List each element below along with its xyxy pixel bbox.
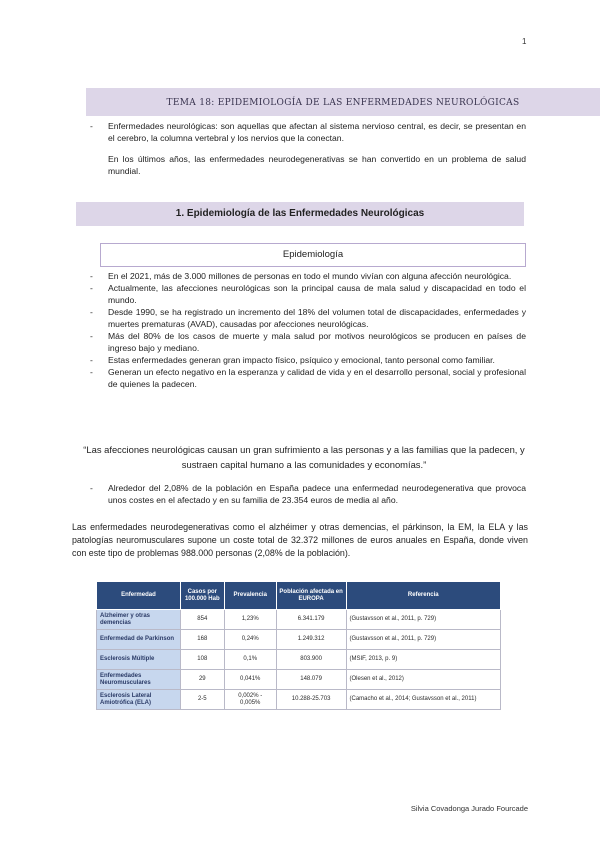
spain-bullet-block — [90, 482, 526, 506]
dash-marker: - — [90, 483, 93, 493]
dash-marker: - — [90, 283, 93, 293]
subsection-heading: Epidemiología — [100, 243, 526, 267]
dash-marker: - — [90, 307, 93, 317]
footer-author: Silvia Covadonga Jurado Fourcade — [410, 804, 528, 813]
table-cell: (Gustavsson et al., 2011, p. 729) — [346, 630, 501, 650]
table-cell: 6.341.179 — [276, 610, 346, 630]
table-cell: 168 — [180, 630, 224, 650]
table-cell: (MSIF, 2013, p. 9) — [346, 650, 501, 670]
epidemiology-bullets — [90, 270, 526, 390]
list-item-text: Estas enfermedades generan gran impacto físico, psíquico y emocional, tanto personal como familiar. — [108, 355, 495, 365]
table-header-cell: Población afectada en EUROPA — [276, 582, 346, 610]
table-cell: 803.900 — [276, 650, 346, 670]
table-row — [97, 650, 501, 670]
table-header-row — [97, 582, 501, 610]
table-cell: 0,002% - 0,005% — [224, 690, 276, 710]
table-cell: (Gustavsson et al., 2011, p. 729) — [346, 610, 501, 630]
dash-marker: - — [90, 121, 93, 131]
list-item — [90, 354, 526, 366]
table-header-cell: Casos por 100.000 Hab — [180, 582, 224, 610]
table-cell-disease: Alzheimer y otras demencias — [97, 610, 181, 630]
page-title: TEMA 18: EPIDEMIOLOGÍA DE LAS ENFERMEDADES NEUROLÓGICAS — [166, 98, 520, 108]
table-row — [97, 630, 501, 650]
dash-marker: - — [90, 355, 93, 365]
list-item-text: Actualmente, las afecciones neurológicas son la principal causa de mala salud y discapacidad en todo el mundo. — [108, 283, 526, 305]
dash-marker: - — [90, 271, 93, 281]
spain-bullet — [90, 482, 526, 506]
table-cell-disease: Esclerosis Lateral Amiotrófica (ELA) — [97, 690, 181, 710]
table-cell-disease: Enfermedades Neuromusculares — [97, 670, 181, 690]
list-item — [90, 366, 526, 390]
table-cell: 1.249.312 — [276, 630, 346, 650]
table-cell: 0,1% — [224, 650, 276, 670]
list-item — [90, 306, 526, 330]
table-header-cell: Referencia — [346, 582, 501, 610]
list-item — [90, 330, 526, 354]
table-row — [97, 670, 501, 690]
table-cell-disease: Esclerosis Múltiple — [97, 650, 181, 670]
list-item-text: Generan un efecto negativo en la esperanza y calidad de vida y en el desarrollo personal, social y profesional de quienes la padecen. — [108, 367, 526, 389]
table-cell: 108 — [180, 650, 224, 670]
table-header-cell: Enfermedad — [97, 582, 181, 610]
table-header-cell: Prevalencia — [224, 582, 276, 610]
list-item-text: Desde 1990, se ha registrado un incremento del 18% del volumen total de discapacidades, enfermedades y muertes prematuras (AVAD), causadas por afecciones neurológicas. — [108, 307, 526, 329]
table-cell: 0,24% — [224, 630, 276, 650]
spain-bullet-text: Alrededor del 2,08% de la población en España padece una enfermedad neurodegenerativa que provoca unos costes en el afectado y en su familia de 23.354 euros de media al año. — [108, 483, 526, 505]
list-item — [90, 270, 526, 282]
table-cell: (Camacho et al., 2014; Gustavsson et al., 2011) — [346, 690, 501, 710]
section-band — [76, 202, 524, 226]
table-cell: 2-5 — [180, 690, 224, 710]
table-row — [97, 610, 501, 630]
page-number: 1 — [522, 37, 527, 46]
table-cell: 148.079 — [276, 670, 346, 690]
table-row — [97, 690, 501, 710]
dash-marker: - — [90, 367, 93, 377]
table-cell: 29 — [180, 670, 224, 690]
list-item-text: Más del 80% de los casos de muerte y mala salud por motivos neurológicos se producen en países de ingreso bajo y mediano. — [108, 331, 526, 353]
disease-table — [96, 581, 501, 710]
table-cell-disease: Enfermedad de Parkinson — [97, 630, 181, 650]
intro-block — [90, 120, 526, 177]
table-cell: 854 — [180, 610, 224, 630]
title-band — [86, 88, 600, 116]
table-cell: 0,041% — [224, 670, 276, 690]
table-cell: (Olesen et al., 2012) — [346, 670, 501, 690]
list-item-text: En el 2021, más de 3.000 millones de personas en todo el mundo vivían con alguna afección neurológica. — [108, 271, 512, 281]
list-item — [90, 282, 526, 306]
intro-bullet — [90, 120, 526, 144]
section-heading: 1. Epidemiología de las Enfermedades Neurológicas — [175, 208, 425, 219]
dash-marker: - — [90, 331, 93, 341]
cost-paragraph: Las enfermedades neurodegenerativas como el alzhéimer y otras demencias, el párkinson, la EM, la ELA y las patologías neuromusculares supone un coste total de 32.372 millones de euros anuales en España, donde viven con este tipo de problemas 988.000 personas (2,08% de la población). — [72, 522, 528, 558]
intro-paragraph: En los últimos años, las enfermedades neurodegenerativas se han convertido en un problema de salud mundial. — [108, 154, 526, 176]
table-cell: 10.288-25.703 — [276, 690, 346, 710]
table-cell: 1,23% — [224, 610, 276, 630]
intro-bullet-text: Enfermedades neurológicas: son aquellas que afectan al sistema nervioso central, es decir, se presentan en el cerebro, la columna vertebral y los nervios que la conectan. — [108, 121, 526, 143]
quote: “Las afecciones neurológicas causan un gran sufrimiento a las personas y a las familias que la padecen, y sustraen capital humano a las comunidades y economías.” — [83, 444, 525, 470]
